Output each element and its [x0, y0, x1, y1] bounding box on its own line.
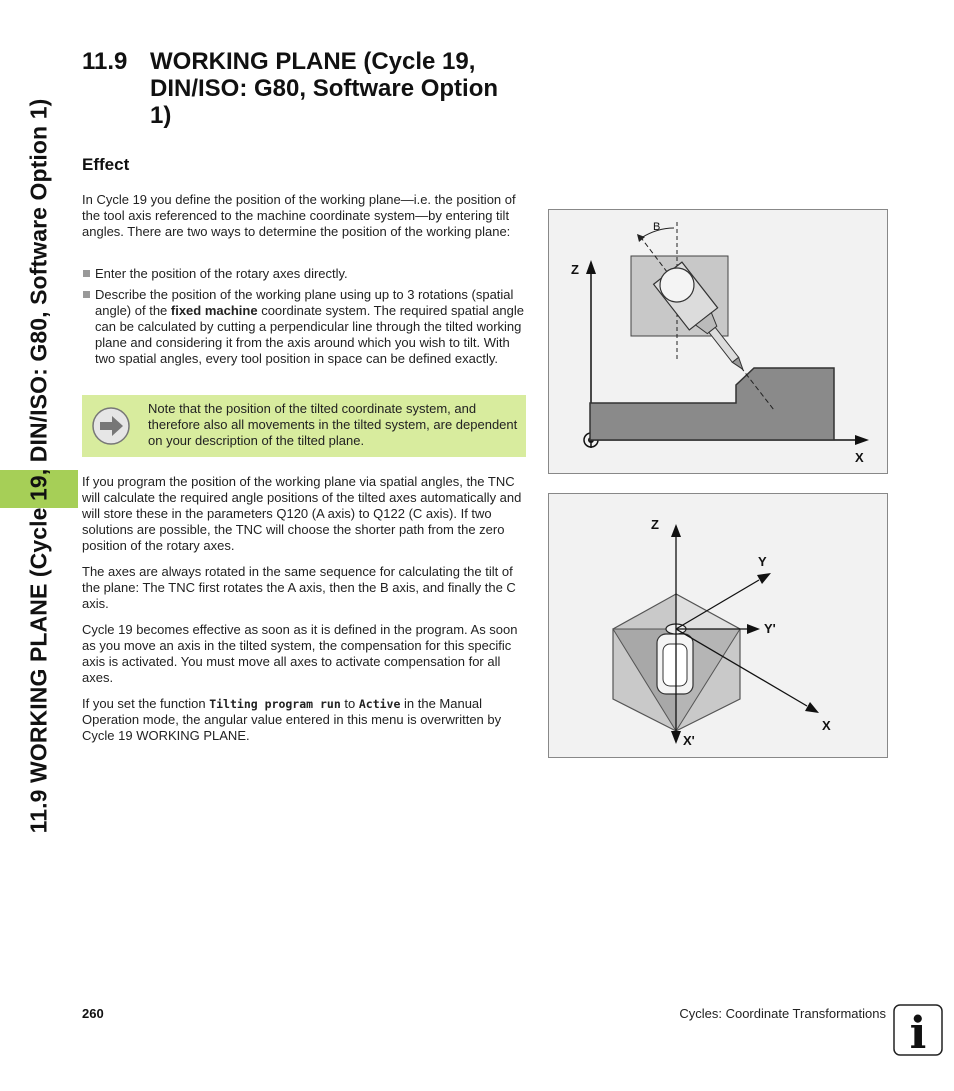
- label-x: X: [855, 450, 864, 465]
- label-y-prime: Y': [764, 621, 776, 636]
- note-text: Note that the position of the tilted coordinate system, and therefore also all movements in the tilted system, are dependent on your description of the tilted plane.: [148, 401, 518, 448]
- figure-tilted-spindle: [548, 209, 888, 474]
- intro-paragraph: In Cycle 19 you define the position of the working plane—i.e. the position of the tool axis referenced to the machine coordinate system—by entering tilt angles. There are two ways to determine the position of the working plane:: [82, 192, 516, 239]
- label-z: Z: [571, 262, 579, 277]
- arrow-right-icon: [91, 406, 131, 446]
- info-icon: [893, 1004, 943, 1061]
- chapter-side-tab: [0, 0, 78, 1091]
- bullet-square-icon: [83, 291, 90, 298]
- side-tab-title: 11.9 WORKING PLANE (Cycle 19, DIN/ISO: G80, Software Option 1): [25, 98, 52, 834]
- label-b: B: [653, 221, 661, 233]
- bullet-item-2: Describe the position of the working plane using up to 3 rotations (spatial angle) of the fixed machine coordinate system. The required spatial angle can be calculated by cutting a perpendicular line through the tilted working plane and considering it from the axis around which you wish to tilt. With two spatial angles, every tool position in space can be defined exactly.: [82, 287, 525, 367]
- section-heading: [82, 48, 522, 129]
- svg-text:i: i: [909, 1008, 927, 1056]
- bullet-square-icon: [83, 270, 90, 277]
- chapter-title: Cycles: Coordinate Transformations: [679, 1006, 886, 1021]
- bullet-item-1: Enter the position of the rotary axes directly.: [82, 266, 525, 282]
- label-x-prime: X': [683, 733, 695, 748]
- page-number: 260: [82, 1006, 104, 1021]
- label-z: Z: [651, 517, 659, 532]
- section-title: WORKING PLANE (Cycle 19, DIN/ISO: G80, Software Option 1): [150, 48, 499, 129]
- paragraph-effective: Cycle 19 becomes effective as soon as it is defined in the program. As soon as you move an axis in the tilted system, the compensation for this specific axis is activated. You must move all axes to activate compensation for all axes.: [82, 622, 518, 685]
- figure-tilted-axes: [548, 493, 888, 758]
- paragraph-spatial-angles: If you program the position of the working plane via spatial angles, the TNC will calculate the required angle positions of the tilted axes automatically and will store these in the parameters Q120 (A axis) to Q122 (C axis). If two solutions are possible, the TNC will choose the shorter path from the zero position of the rotary axes.: [82, 474, 522, 553]
- note-box: [82, 395, 526, 457]
- paragraph-rotation-sequence: The axes are always rotated in the same sequence for calculating the tilt of the plane: The TNC first rotates the A axis, then the B axis, and finally the C axis.: [82, 564, 516, 611]
- label-x: X: [822, 718, 831, 733]
- subheading-effect: Effect: [82, 155, 130, 174]
- label-y: Y: [758, 554, 767, 569]
- section-number: 11.9: [82, 48, 128, 75]
- paragraph-tilting-program-run: If you set the function Tilting program run to Active in the Manual Operation mode, the angular value entered in this menu is overwritten by Cycle 19 WORKING PLANE.: [82, 696, 502, 743]
